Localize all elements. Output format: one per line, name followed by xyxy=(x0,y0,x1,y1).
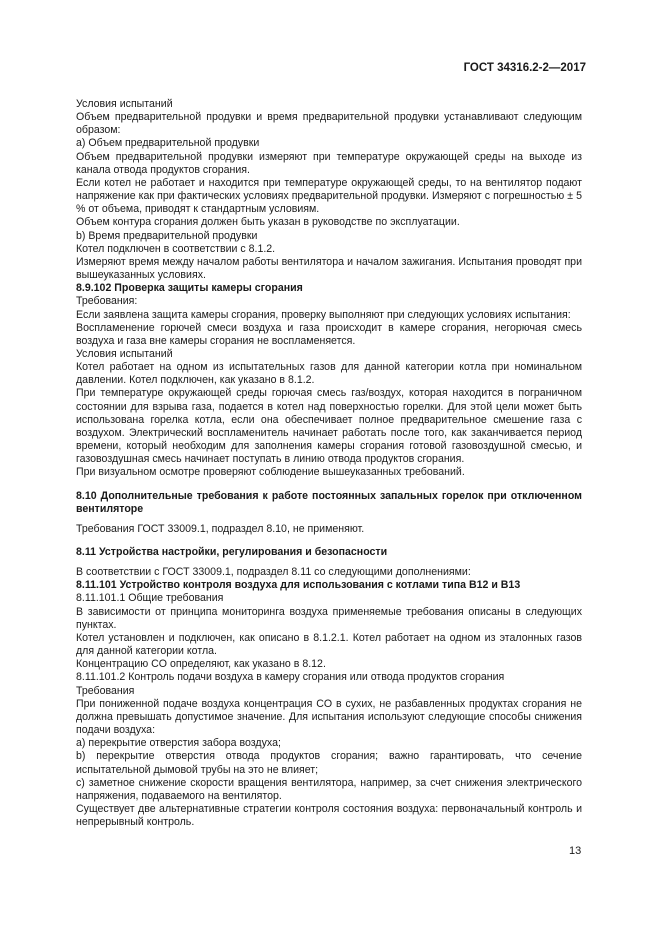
paragraph: Условия испытаний xyxy=(76,347,173,360)
paragraph: b) перекрытие отверстия отвода продуктов сгорания; важно гарантировать, что сечение испытательной дымовой трубы на это не влияет; xyxy=(76,750,582,776)
paragraph: При пониженной подаче воздуха концентрация CO в сухих, не разбавленных продуктах сгорания не должна превышать допустимое значение. Для испытания используют следующие способы снижения подачи воздуха: xyxy=(76,697,582,737)
document-id-header: ГОСТ 34316.2-2—2017 xyxy=(463,62,586,74)
section-heading: 8.10 Дополнительные требования к работе постоянных запальных горелок при отключенном вентиляторе xyxy=(76,489,582,515)
paragraph: Котел работает на одном из испытательных газов для данной категории котла при номинальном давлении. Котел подключен, как указано в 8.1.2. xyxy=(76,361,582,387)
paragraph: Существует две альтернативные стратегии контроля состояния воздуха: первоначальный контроль и непрерывный контроль. xyxy=(76,802,582,829)
section-heading: 8.11.101 Устройство контроля воздуха для использования с котлами типа B12 и B13 xyxy=(76,579,521,592)
paragraph: В соответствии с ГОСТ 33009.1, подраздел 8.11 со следующими дополнениями: xyxy=(76,566,471,579)
paragraph: Требования: xyxy=(76,295,138,308)
paragraph: Котел подключен в соответствии с 8.1.2. xyxy=(76,242,276,255)
paragraph: Объем предварительной продувки измеряют при температуре окружающей среды на выходе из канала отвода продуктов сгорания. xyxy=(76,150,582,176)
paragraph: 8.11.101.1 Общие требования xyxy=(76,592,224,605)
paragraph: При температуре окружающей среды горючая смесь газ/воздух, которая находится в пограничном состоянии для взрыва газа, подается в котел над поверхностью горелки. Для этой цели может быть использована горелка котла, если она обеспечивает полное предварительное смешение газа с воздухом. Электрический воспламенитель начинает работать после того, как заканчивается период времени, который необходим для заполнения камеры сгорания готовой газовоздушной смесью, и газовоздушная смесь начинает поступать в линию отвода продуктов сгорания. xyxy=(76,387,582,466)
paragraph: Концентрацию CO определяют, как указано в 8.12. xyxy=(76,658,326,671)
paragraph: Объем контура сгорания должен быть указан в руководстве по эксплуатации. xyxy=(76,216,460,229)
paragraph: c) заметное снижение скорости вращения вентилятора, например, за счет снижения электрического напряжения, подаваемого на вентилятор. xyxy=(76,776,582,802)
paragraph: a) Объем предварительной продувки xyxy=(76,137,260,150)
section-heading: 8.9.102 Проверка защиты камеры сгорания xyxy=(76,282,303,295)
paragraph: Требования ГОСТ 33009.1, подраздел 8.10, не применяют. xyxy=(76,522,365,535)
paragraph: Воспламенение горючей смеси воздуха и газа происходит в камере сгорания, негорючая смесь воздуха и газа вне камеры сгорания не воспламеняется. xyxy=(76,321,582,347)
paragraph: a) перекрытие отверстия забора воздуха; xyxy=(76,737,281,750)
page-number: 13 xyxy=(569,845,582,857)
paragraph: При визуальном осмотре проверяют соблюдение вышеуказанных требований. xyxy=(76,466,465,479)
paragraph: Требования xyxy=(76,684,135,697)
document-body xyxy=(76,98,582,829)
paragraph: Если заявлена защита камеры сгорания, проверку выполняют при следующих условиях испытания: xyxy=(76,308,571,321)
section-heading: 8.11 Устройства настройки, регулирования и безопасности xyxy=(76,546,388,558)
paragraph: В зависимости от принципа мониторинга воздуха применяемые требования описаны в следующих пунктах. xyxy=(76,605,582,631)
paragraph: Объем предварительной продувки и время предварительной продувки устанавливают следующим образом: xyxy=(76,111,582,137)
paragraph: Условия испытаний xyxy=(76,98,173,110)
paragraph: Если котел не работает и находится при температуре окружающей среды, то на вентилятор подают напряжение как при фактических условиях предварительной продувки. Измеряют с погрешностью ± 5 % от объема, приводят к стандартным условиям. xyxy=(76,176,582,216)
paragraph: 8.11.101.2 Контроль подачи воздуха в камеру сгорания или отвода продуктов сгорания xyxy=(76,671,505,684)
paragraph: b) Время предварительной продувки xyxy=(76,229,258,242)
paragraph: Котел установлен и подключен, как описано в 8.1.2.1. Котел работает на одном из эталонных газов для данной категории котла. xyxy=(76,631,582,658)
paragraph: Измеряют время между началом работы вентилятора и началом зажигания. Испытания проводят при вышеуказанных условиях. xyxy=(76,255,582,282)
